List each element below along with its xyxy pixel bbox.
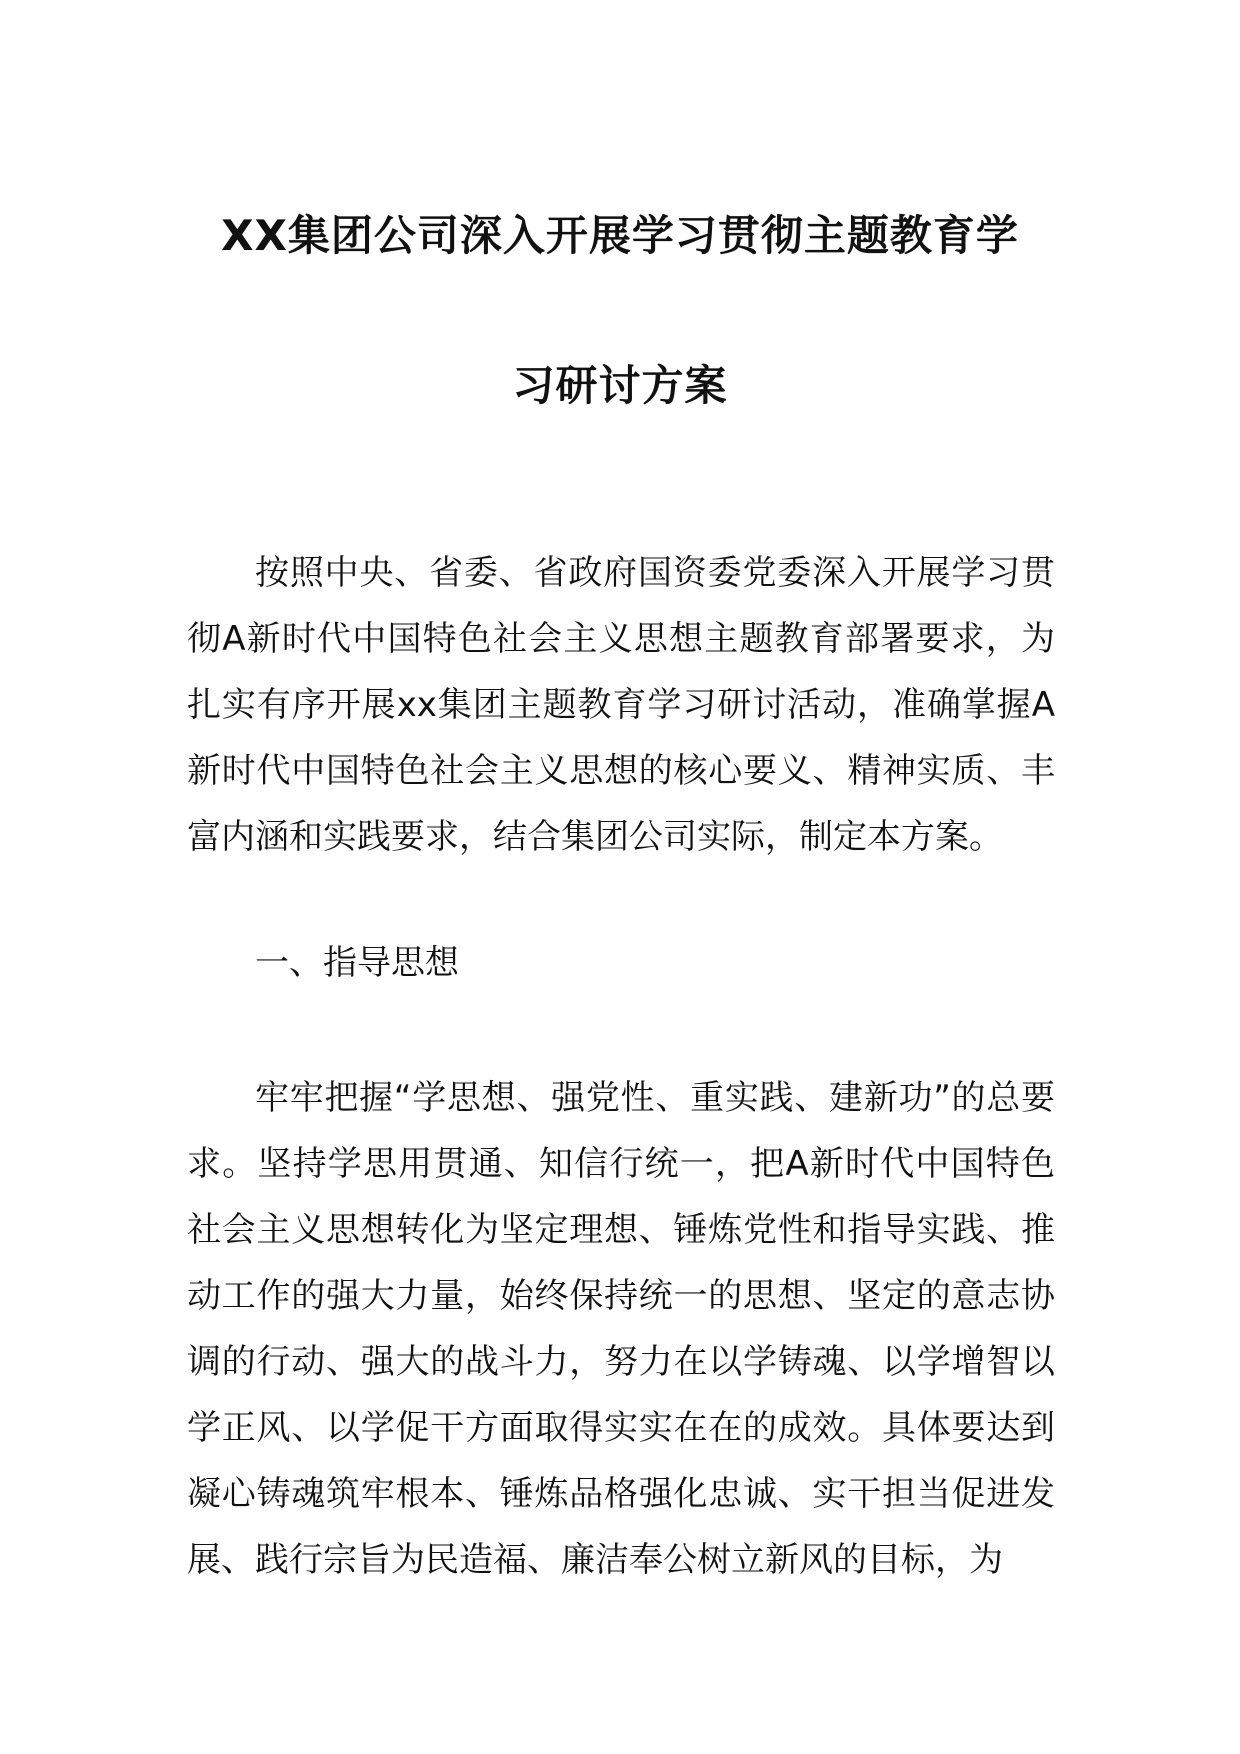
intro-paragraph: 按照中央、省委、省政府国资委党委深入开展学习贯彻A新时代中国特色社会主义思想主题教育部署要求，为扎实有序开展xx集团主题教育学习研讨活动，准确掌握A新时代中国特色社会主义思想的核心要义、精神实质、丰富内涵和实践要求，结合集团公司实际，制定本方案。 — [187, 553, 1055, 857]
guiding-thought-paragraph: 牢牢把握“学思想、强党性、重实践、建新功”的总要求。坚持学思用贯通、知信行统一，把A新时代中国特色社会主义思想转化为坚定理想、锤炼党性和指导实践、推动工作的强大力量，始终保持统一的思想、坚定的意志协调的行动、强大的战斗力，努力在以学铸魂、以学增智以学正风、以学促干方面取得实实在在的成效。具体要达到凝心铸魂筑牢根本、锤炼品格强化忠诚、实干担当促进发展、践行宗旨为民造福、廉洁奉公树立新风的目标，为 — [187, 1078, 1055, 1580]
document-title-line-1: XX集团公司深入开展学习贯彻主题教育学 — [221, 211, 1019, 260]
section-heading-guiding-thought: 一、指导思想 — [255, 943, 459, 983]
document-title-line-2: 习研讨方案 — [512, 361, 728, 410]
